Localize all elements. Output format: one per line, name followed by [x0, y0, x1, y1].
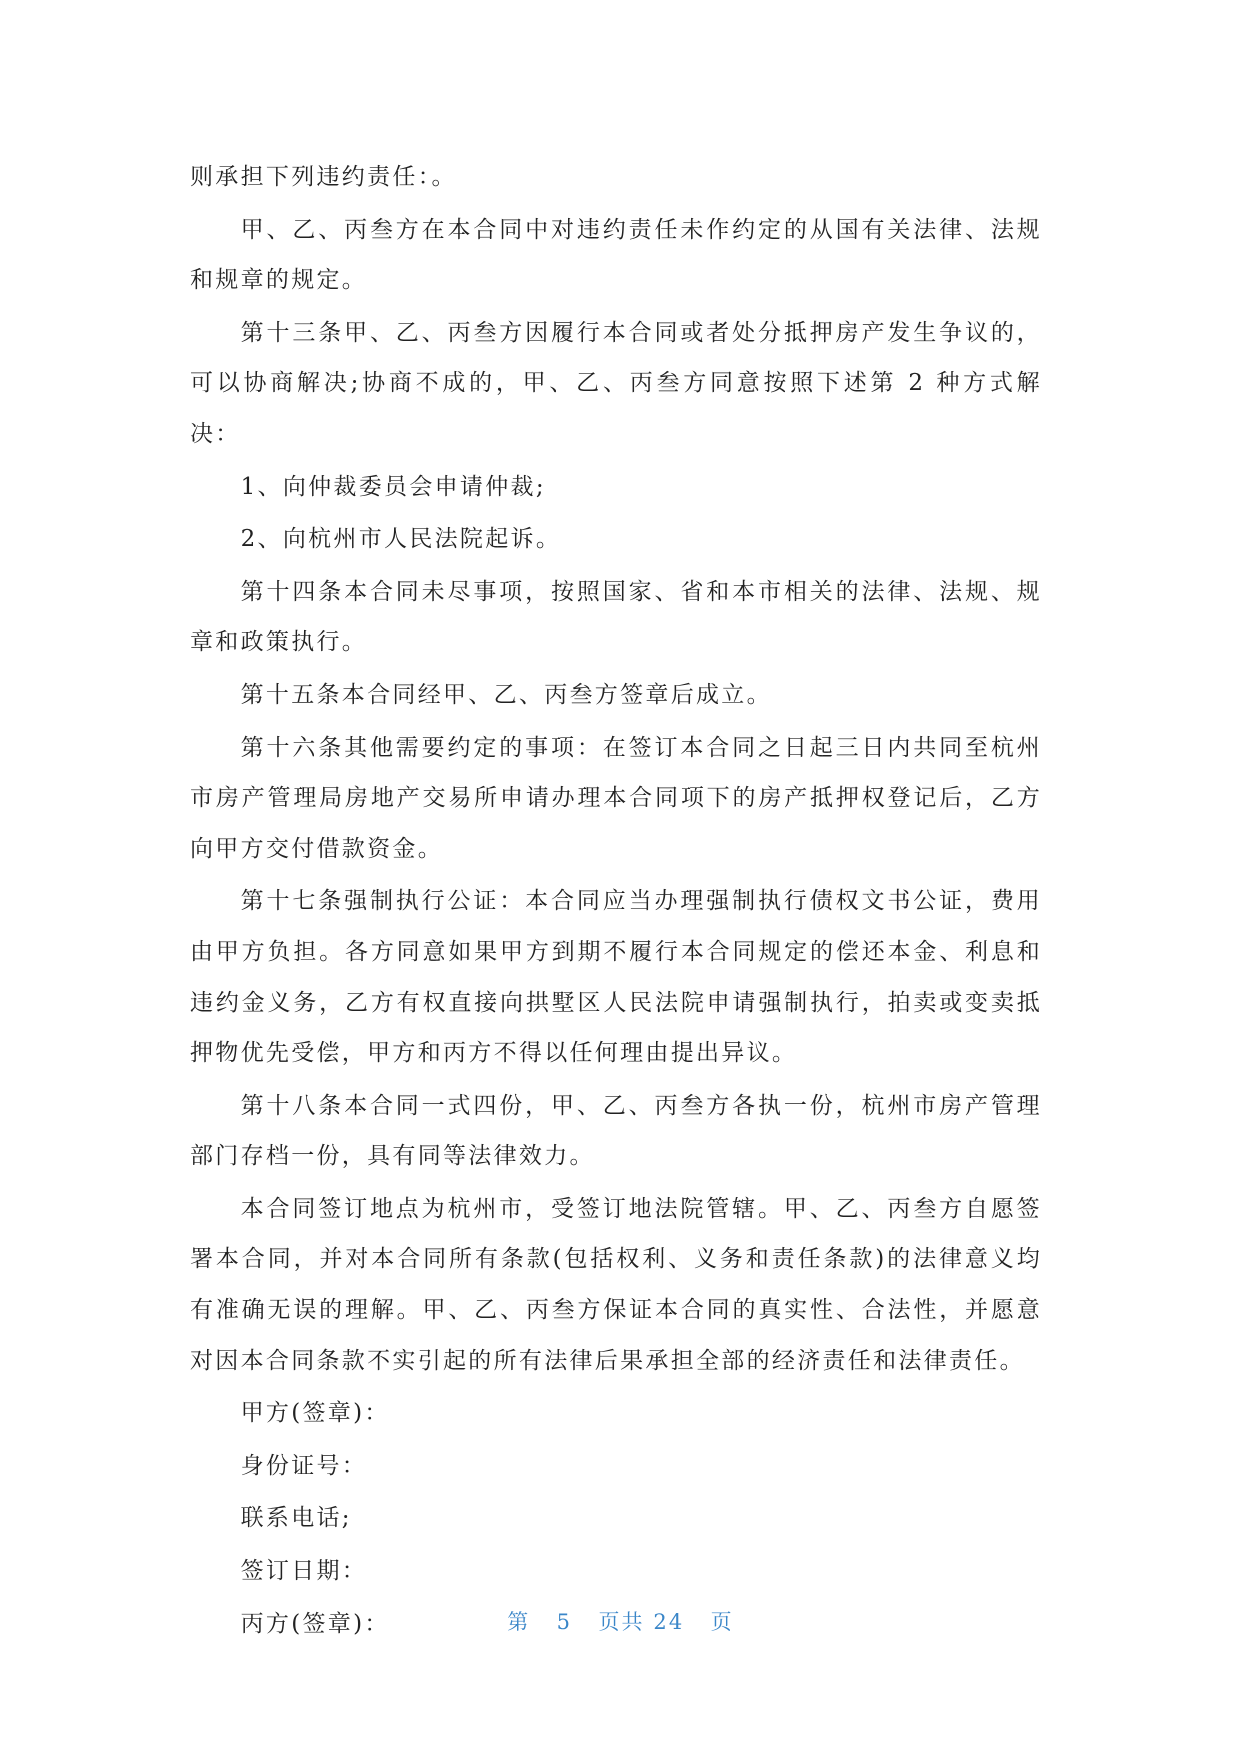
- signature-party-c: 丙方(签章)：: [240, 1610, 390, 1637]
- paragraph-article-13: 第十三条甲、乙、丙叁方因履行本合同或者处分抵押房产发生争议的，可以协商解决;协商不成的，甲、乙、丙叁方同意按照下述第 2 种方式解决：: [190, 319, 1042, 447]
- footer-middle: 页共: [598, 1610, 645, 1634]
- paragraph-liability-default: 甲、乙、丙叁方在本合同中对违约责任未作约定的从国有关法律、法规和规章的规定。: [190, 216, 1042, 294]
- page-footer: [0, 1606, 1241, 1636]
- paragraph-article-17: 第十七条强制执行公证：本合同应当办理强制执行债权文书公证，费用由甲方负担。各方同意如果甲方到期不履行本合同规定的偿还本金、利息和违约金义务，乙方有权直接向拱墅区人民法院申请强制执行，拍卖或变卖抵押物优先受偿，甲方和丙方不得以任何理由提出异议。: [190, 888, 1042, 1067]
- footer-suffix: 页: [710, 1610, 734, 1634]
- list-item-court: 2、向杭州市人民法院起诉。: [240, 526, 562, 553]
- paragraph-liability-continuation: 则承担下列违约责任：。: [190, 164, 457, 190]
- paragraph-article-14: 第十四条本合同未尽事项，按照国家、省和本市相关的法律、法规、规章和政策执行。: [190, 578, 1042, 656]
- footer-current-page: 5: [556, 1610, 573, 1634]
- paragraph-article-15: 第十五条本合同经甲、乙、丙叁方签章后成立。: [240, 681, 772, 708]
- footer-total-pages: 24: [653, 1610, 685, 1634]
- phone-field: 联系电话;: [240, 1505, 352, 1532]
- list-item-arbitration: 1、向仲裁委员会申请仲裁;: [240, 473, 546, 500]
- paragraph-article-18: 第十八条本合同一式四份，甲、乙、丙叁方各执一份，杭州市房产管理部门存档一份，具有同等法律效力。: [190, 1092, 1042, 1170]
- sign-date-field: 签订日期：: [240, 1558, 368, 1585]
- document-body: [190, 152, 1042, 1651]
- paragraph-jurisdiction: 本合同签订地点为杭州市，受签订地法院管辖。甲、乙、丙叁方自愿签署本合同，并对本合同所有条款(包括权利、义务和责任条款)的法律意义均有准确无误的理解。甲、乙、丙叁方保证本合同的真实性、合法性，并愿意对因本合同条款不实引起的所有法律后果承担全部的经济责任和法律责任。: [190, 1195, 1042, 1374]
- footer-prefix: 第: [507, 1610, 531, 1634]
- paragraph-article-16: 第十六条其他需要约定的事项：在签订本合同之日起三日内共同至杭州市房产管理局房地产交易所申请办理本合同项下的房产抵押权登记后，乙方向甲方交付借款资金。: [190, 734, 1042, 862]
- signature-party-a: 甲方(签章)：: [240, 1400, 390, 1427]
- id-number-field: 身份证号：: [240, 1452, 368, 1479]
